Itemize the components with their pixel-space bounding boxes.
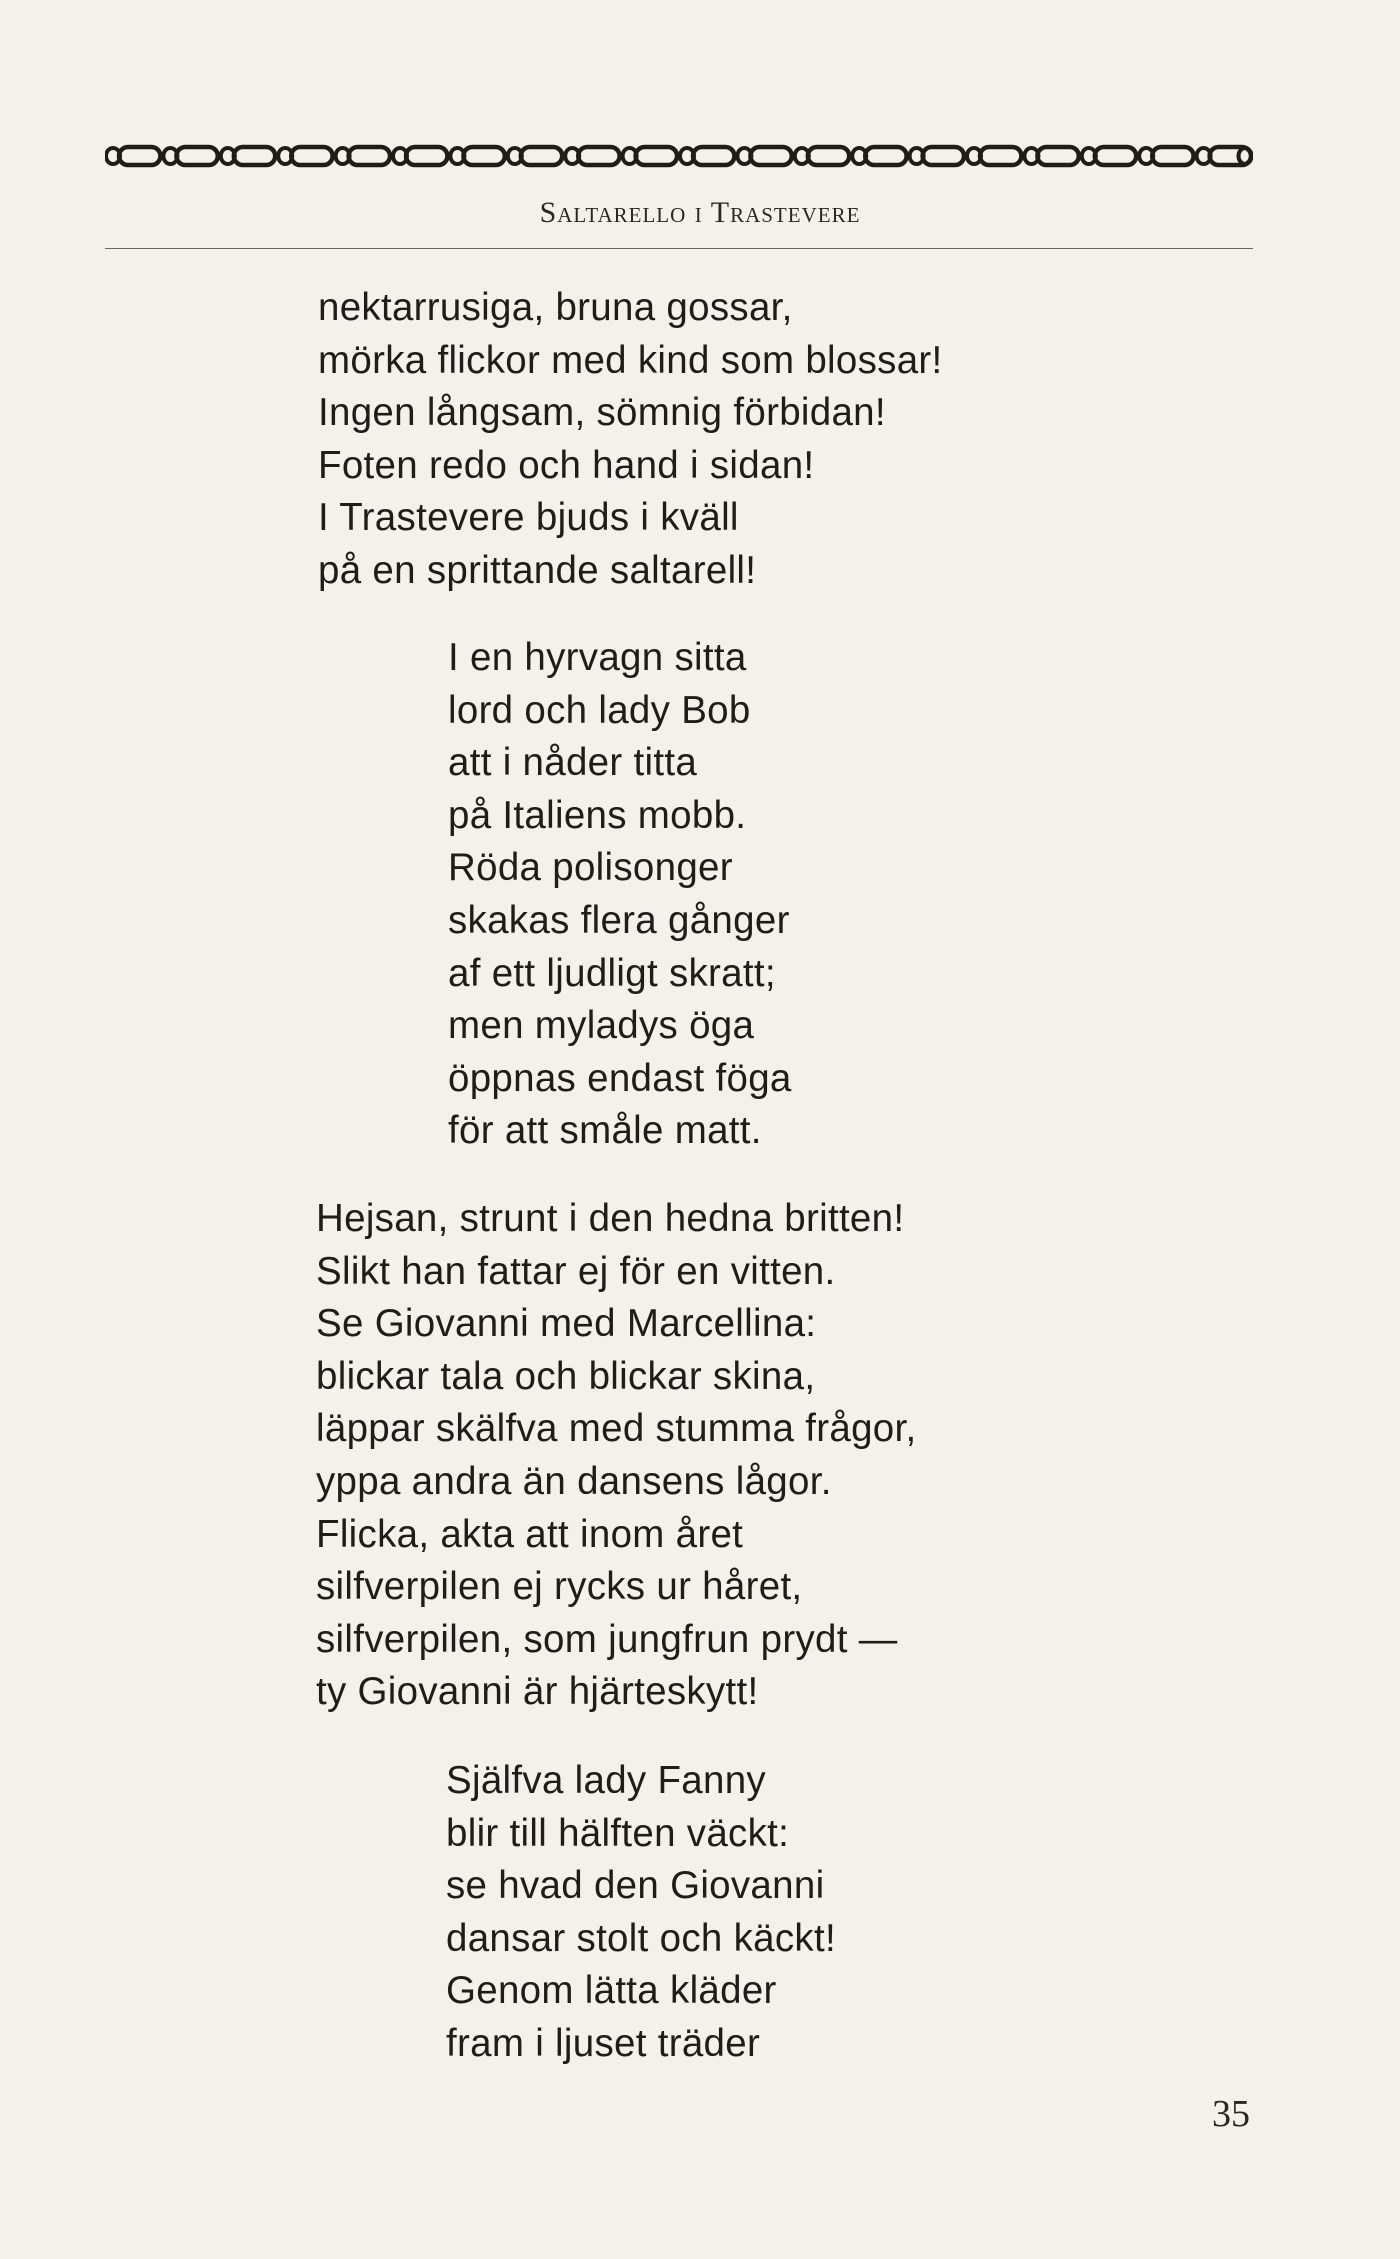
verse-line: Se Giovanni med Marcellina: (316, 1302, 817, 1346)
chain-link (578, 147, 619, 165)
chain-link (923, 147, 964, 165)
verse-line: blickar tala och blickar skina, (316, 1354, 816, 1398)
chain-link (1095, 147, 1136, 165)
verse-line: I en hyrvagn sitta (448, 636, 747, 679)
chain-link (1152, 147, 1193, 165)
chain-link (693, 147, 734, 165)
chain-link (636, 147, 677, 165)
decorative-chain-border (105, 143, 1253, 169)
verse-line: Själfva lady Fanny (446, 1759, 766, 1802)
verse-line: ty Giovanni är hjärteskytt! (316, 1670, 759, 1714)
chain-link (521, 147, 562, 165)
stanza-4 (446, 1755, 836, 2071)
verse-line: på Italiens mobb. (448, 793, 747, 837)
verse-line: lord och lady Bob (448, 688, 751, 732)
verse-line: på en sprittande saltarell! (318, 548, 757, 592)
chain-link (750, 147, 791, 165)
chain-link (349, 147, 390, 165)
verse-line: silfverpilen, som jungfrun prydt — (316, 1617, 898, 1661)
verse-line: öppnas endast föga (448, 1056, 792, 1100)
stanza-2 (448, 632, 792, 1158)
chain-link (119, 147, 160, 165)
verse-line: Hejsan, strunt i den hedna britten! (316, 1197, 905, 1240)
chain-link (234, 147, 275, 165)
verse-line: nektarrusiga, bruna gossar, (318, 286, 793, 329)
verse-line: mörka flickor med kind som blossar! (318, 338, 943, 382)
chain-link (176, 147, 217, 165)
verse-line: fram i ljuset träder (446, 2021, 761, 2065)
verse-line: Röda polisonger (448, 846, 733, 890)
verse-line: se hvad den Giovanni (446, 1864, 825, 1908)
verse-line: men myladys öga (448, 1004, 755, 1048)
verse-line: Slikt han fattar ej för en vitten. (316, 1249, 836, 1293)
chain-link (1037, 147, 1078, 165)
chain-ring (1239, 148, 1252, 164)
chain-link (980, 147, 1021, 165)
page-number: 35 (1212, 2093, 1250, 2135)
verse-line: I Trastevere bjuds i kväll (318, 496, 739, 540)
running-title: Saltarello i Trastevere (539, 196, 861, 229)
chain-link (463, 147, 504, 165)
verse-line: skakas flera gånger (448, 898, 790, 942)
chain-link (291, 147, 332, 165)
stanza-3 (316, 1193, 916, 1719)
verse-line: Foten redo och hand i sidan! (318, 443, 815, 487)
verse-line: blir till hälften väckt: (446, 1811, 790, 1855)
chain-link (865, 147, 906, 165)
chain-link (808, 147, 849, 165)
verse-line: Ingen långsam, sömnig förbidan! (318, 391, 886, 435)
verse-line: Flicka, akta att inom året (316, 1512, 744, 1556)
verse-line: läppar skälfva med stumma frågor, (316, 1407, 917, 1451)
verse-line: silfverpilen ej rycks ur håret, (316, 1565, 803, 1609)
verse-line: att i nåder titta (448, 741, 698, 785)
stanza-1 (318, 282, 943, 598)
chain-link (406, 147, 447, 165)
verse-line: yppa andra än dansens lågor. (316, 1459, 832, 1503)
header-rule (105, 248, 1253, 249)
verse-line: dansar stolt och käckt! (446, 1916, 836, 1960)
verse-line: för att småle matt. (448, 1109, 762, 1153)
verse-line: Genom lätta kläder (446, 1969, 777, 2013)
verse-line: af ett ljudligt skratt; (448, 951, 776, 995)
